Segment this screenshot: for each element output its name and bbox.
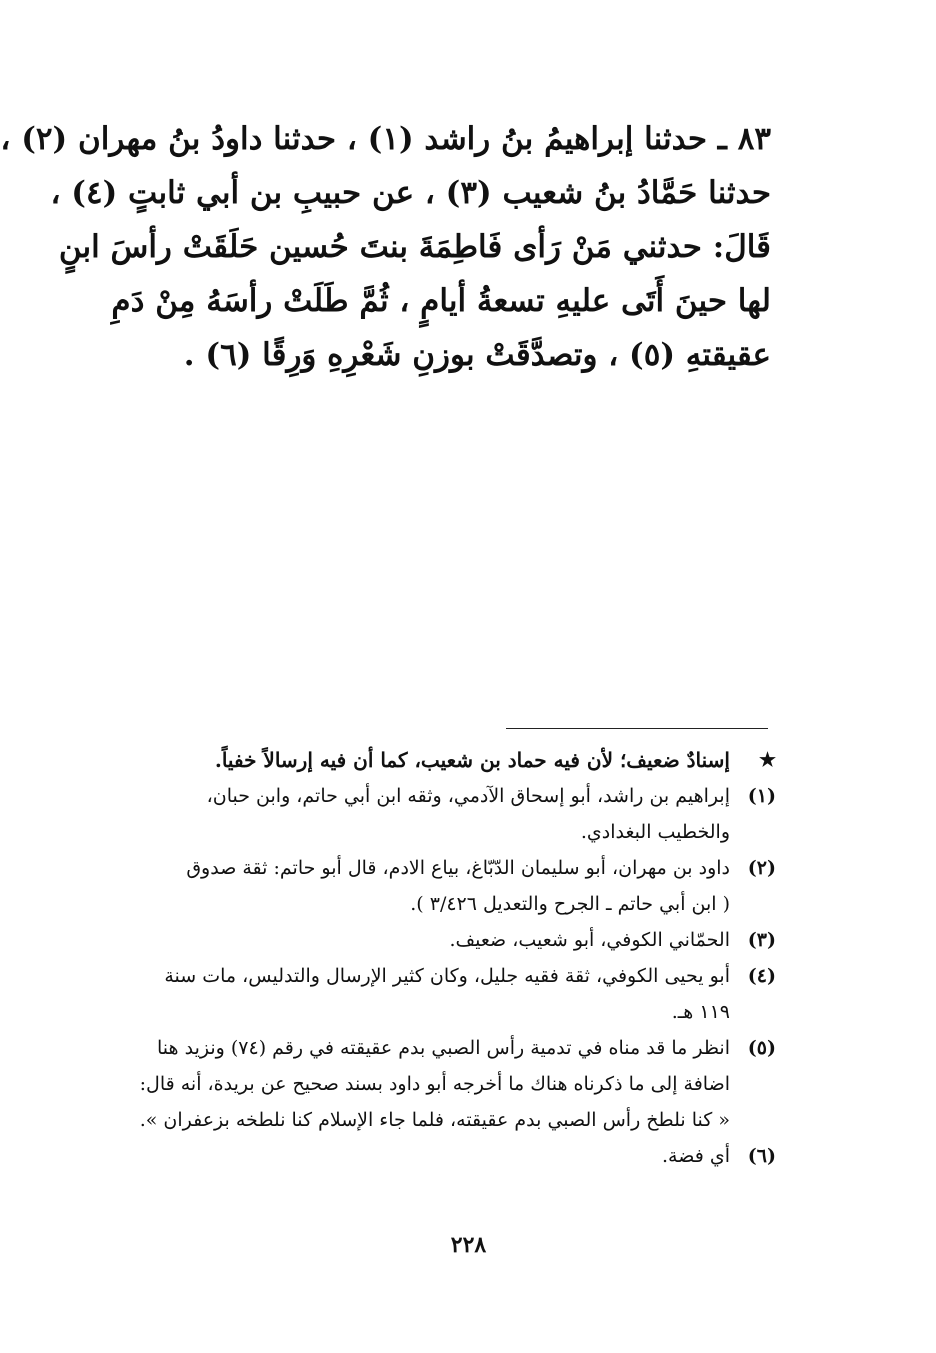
footnote-line: إسنادٌ ضعيف؛ لأن فيه حماد بن شعيب، كما أن فيه إرسالاً خفياً.	[214, 748, 730, 772]
hadith-line: قَالَ: حدثني مَنْ رَأى فَاطِمَةَ بنتَ حُسين حَلَقَتْ رأسَ ابنٍ	[58, 229, 771, 265]
footnote-line: انظر ما قد مناه في تدمية رأس الصبي بدم عقيقته في رقم (٧٤) ونزيد هنا	[157, 1037, 730, 1059]
footnotes	[76, 742, 776, 1174]
footnote-divider	[506, 728, 768, 729]
hadith-line: ٨٣ ـ حدثنا إبراهيمُ بنُ راشد (١) ، حدثنا داودُ بنُ مهران (٢) ،	[0, 121, 771, 157]
footnote-line: أبو يحيى الكوفي، ثقة فقيه جليل، وكان كثير الإرسال والتدليس، مات سنة	[164, 965, 730, 987]
footnote-line: والخطيب البغدادي.	[580, 821, 730, 843]
footnote-line: « كنا نلطخ رأس الصبي بدم عقيقته، فلما جاء الإسلام كنا نلطخه بزعفران ».	[139, 1109, 730, 1131]
footnote-line: أي فضة.	[662, 1145, 730, 1167]
footnote-line: ١١٩ هـ.	[671, 1001, 730, 1023]
footnote-body	[76, 1138, 730, 1174]
hadith-line: لها حينَ أَتَى عليهِ تسعةُ أيامٍ ، ثُمَّ طَلَتْ رأسَهُ مِنْ دَمِ	[111, 283, 771, 319]
footnote-number: (٤)	[747, 965, 776, 987]
footnote-body	[76, 958, 730, 1030]
footnote-line: الحمّاني الكوفي، أبو شعيب، ضعيف.	[449, 929, 730, 951]
footnote-body	[76, 850, 730, 922]
footnote-number: (٣)	[747, 929, 776, 951]
footnote-body	[76, 922, 730, 958]
footnote-5	[76, 1030, 776, 1138]
footnote-line: ( ابن أبي حاتم ـ الجرح والتعديل ٣/٤٢٦ ).	[410, 893, 730, 915]
footnote-isnad-grade	[76, 742, 776, 778]
footnote-body	[76, 1030, 730, 1138]
hadith-text	[0, 112, 771, 382]
footnote-6	[76, 1138, 776, 1174]
footnote-line: داود بن مهران، أبو سليمان الدّبّاغ، بياع الادم، قال أبو حاتم: ثقة صدوق	[186, 857, 730, 879]
footnote-3	[76, 922, 776, 958]
footnote-number: (٢)	[747, 857, 776, 879]
footnote-line: إبراهيم بن راشد، أبو إسحاق الآدمي، وثقه ابن أبي حاتم، وابن حبان،	[206, 785, 730, 807]
footnote-star-marker: ★	[758, 749, 776, 771]
footnote-number: (٦)	[747, 1145, 776, 1167]
footnote-body	[76, 778, 730, 850]
footnote-number: (٥)	[747, 1037, 776, 1059]
footnote-4	[76, 958, 776, 1030]
footnote-number: (١)	[747, 785, 776, 807]
book-page	[1, 0, 936, 1353]
footnote-2	[76, 850, 776, 922]
hadith-line: حدثنا حَمَّادُ بنُ شعيب (٣) ، عن حبيبِ بن أبي ثابتٍ (٤) ،	[50, 175, 771, 211]
page-number: ٢٢٨	[450, 1232, 487, 1258]
footnote-line: اضافة إلى ما ذكرناه هناك ما أخرجه أبو داود بسند صحيح عن بريدة، أنه قال:	[139, 1073, 730, 1095]
footnote-1	[76, 778, 776, 850]
footnote-body	[76, 742, 730, 778]
hadith-line: عقيقتهِ (٥) ، وتصدَّقَتْ بوزنِ شَعْرِهِ وَرِقًا (٦) .	[183, 337, 771, 373]
